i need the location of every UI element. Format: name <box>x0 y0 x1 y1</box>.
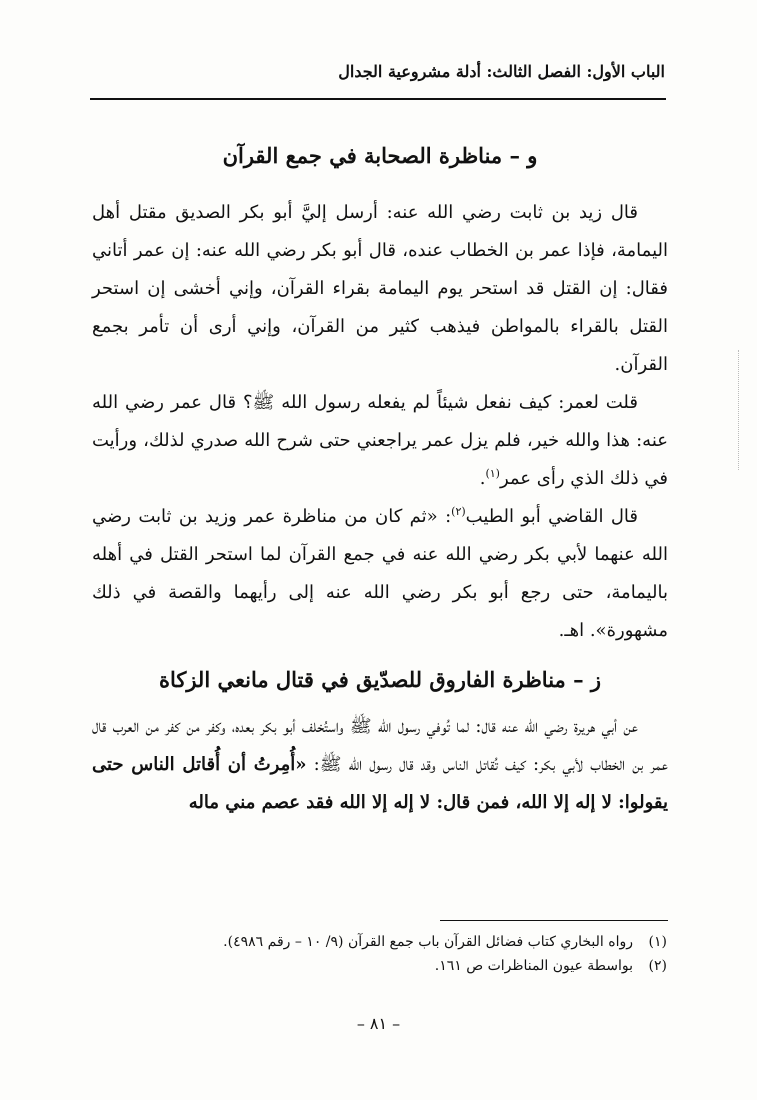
hadith-quote: «أُمِرتُ أن أُقاتل الناس حتى يقولوا: لا إله إلا الله، فمن قال: لا إله إلا الله فقد عصم مني ماله <box>92 754 668 813</box>
running-header: الباب الأول: الفصل الثالث: أدلة مشروعية الجدال <box>338 62 665 81</box>
section-heading-z: ز – مناظرة الفاروق للصدّيق في قتال مانعي الزكاة <box>158 667 602 692</box>
paragraph-text: قلت لعمر: كيف نفعل شيئاً لم يفعله رسول الله ﷺ؟ قال عمر رضي الله عنه: هذا والله خير، فلم يزل عمر يراجعني حتى شرح الله صدري لذلك، ورأيت في ذلك الذي رأى عمر <box>92 392 668 489</box>
paragraph-text: عن أبي هريرة رضي الله عنه قال: لما تُوفي رسول الله ﷺ واستُخلف أبو بكر بعده، وكفر من كفر من العرب قال عمر بن الخطاب لأبي بكر: كيف تُقاتل الناس وقد قال رسول الله ﷺ: <box>92 716 668 775</box>
sentence-end: . <box>479 468 486 489</box>
footnote-number: (١) <box>648 934 667 950</box>
footnotes <box>107 930 667 978</box>
margin-mark <box>738 350 740 470</box>
header-rule <box>90 98 666 100</box>
paragraph-abu-huraira <box>92 708 668 822</box>
paragraph-text: قال القاضي أبو الطيب <box>465 506 638 527</box>
section-heading-w: و – مناظرة الصحابة في جمع القرآن <box>222 143 538 168</box>
footnote-text: بواسطة عيون المناظرات ص ١٦١. <box>434 958 633 974</box>
footnote-rule <box>440 920 668 921</box>
main-text <box>92 128 668 822</box>
footnote-2 <box>107 954 667 978</box>
footnote-text: رواه البخاري كتاب فضائل القرآن باب جمع القرآن (٩/ ١٠ – رقم ٤٩٨٦). <box>223 934 633 950</box>
paragraph-qadi <box>92 498 668 650</box>
footnote-1 <box>107 930 667 954</box>
paragraph-text: : «ثم كان من مناظرة عمر وزيد بن ثابت رضي الله عنهما لأبي بكر رضي الله عنه في جمع القرآن لما استحر القتل في أهله باليمامة، حتى رجع أبو بكر رضي الله عنه إلى رأيهما والقصة في ذلك مشهورة». اهـ. <box>92 506 668 641</box>
footnote-ref-2: (٢) <box>451 505 466 518</box>
page-number: – ٨١ – <box>356 1014 401 1033</box>
paragraph-umar-reply <box>92 384 668 498</box>
footnote-ref-1: (١) <box>485 467 500 480</box>
paragraph-zaid: قال زيد بن ثابت رضي الله عنه: أرسل إليَّ أبو بكر الصديق مقتل أهل اليمامة، فإذا عمر بن الخطاب عنده، قال أبو بكر رضي الله عنه: إن عمر أتاني فقال: إن القتل قد استحر يوم اليمامة بقراء القرآن، وإني أخشى إن استحر القتل بالقراء بالمواطن فيذهب كثير من القرآن، وإني أرى أن تأمر بجمع القرآن. <box>92 202 668 375</box>
footnote-number: (٢) <box>648 958 667 974</box>
